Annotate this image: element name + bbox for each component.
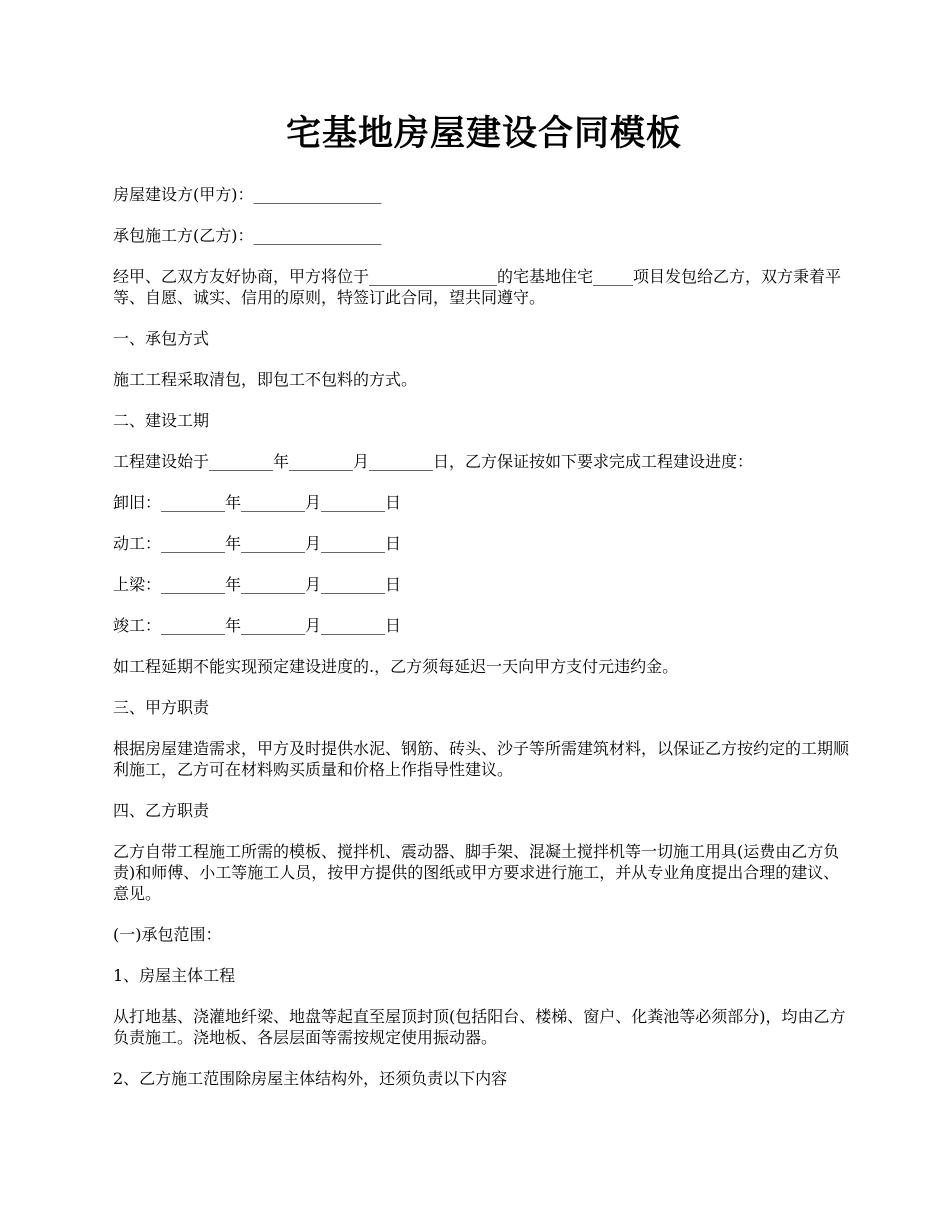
delay-penalty-paragraph: 如工程延期不能实现预定建设进度的.，乙方须每延迟一天向甲方支付元违约金。	[113, 657, 679, 676]
intro-paragraph: 经甲、乙双方友好协商，甲方将位于________________的宅基地住宅_____项目发包给乙方，双方秉着平等、自愿、诚实、信用的原则，特签订此合同，望共同遵守。	[113, 267, 842, 307]
main-structure-paragraph: 从打地基、浇灌地纤梁、地盘等起直至屋顶封顶(包括阳台、楼梯、窗户、化粪池等必须部分)，均由乙方负责施工。浇地板、各层层面等需按规定使用振动器。	[113, 1007, 846, 1047]
section-heading-party-b-duties: 四、乙方职责	[113, 801, 210, 820]
schedule-demolition: 卸旧：________年________月________日	[113, 493, 402, 512]
scope-item-main-structure: 1、房屋主体工程	[113, 966, 236, 985]
party-b-duties-paragraph: 乙方自带工程施工所需的模板、搅拌机、震动器、脚手架、混凝土搅拌机等一切施工用具(运费由乙方负责)和师傅、小工等施工人员，按甲方提供的图纸或甲方要求进行施工，并从专业角度提出合理的建议、意见。	[113, 842, 840, 903]
scope-item-additional: 2、乙方施工范围除房屋主体结构外，还须负责以下内容	[113, 1069, 508, 1088]
section-heading-construction-period: 二、建设工期	[113, 411, 210, 430]
party-b-line: 承包施工方(乙方)：________________	[113, 226, 382, 245]
subsection-heading-scope: (一)承包范围：	[113, 925, 222, 944]
schedule-completion: 竣工：________年________月________日	[113, 616, 402, 635]
section-heading-party-a-duties: 三、甲方职责	[113, 698, 210, 717]
schedule-beam-raising: 上梁：________年________月________日	[113, 575, 402, 594]
section-heading-contract-method: 一、承包方式	[113, 329, 210, 348]
contract-method-paragraph: 施工工程采取清包，即包工不包料的方式。	[113, 370, 418, 389]
construction-start-paragraph: 工程建设始于________年________月________日，乙方保证按如下要求完成工程建设进度：	[113, 452, 754, 471]
document-title: 宅基地房屋建设合同模板	[285, 113, 682, 154]
schedule-groundbreaking: 动工：________年________月________日	[113, 534, 402, 553]
party-a-line: 房屋建设方(甲方)：________________	[113, 185, 382, 204]
party-a-duties-paragraph: 根据房屋建造需求，甲方及时提供水泥、钢筋、砖头、沙子等所需建筑材料，以保证乙方按约定的工期顺利施工，乙方可在材料购买质量和价格上作指导性建议。	[113, 739, 850, 779]
